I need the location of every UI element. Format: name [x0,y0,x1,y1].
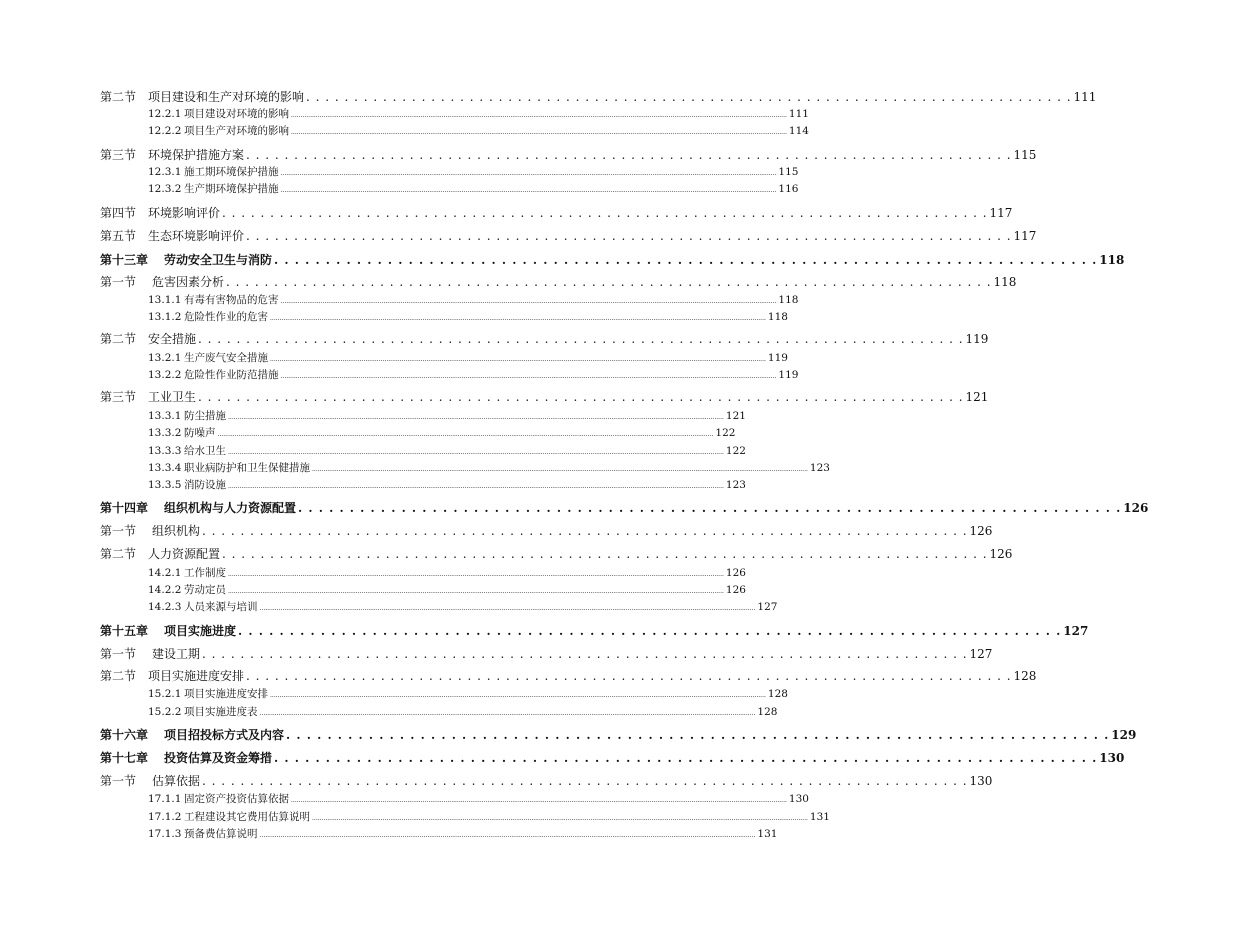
toc-entry-title [0,772,200,789]
toc-entry-title [0,204,220,221]
toc-entry-label: 17.1.2 [148,811,182,823]
dot-leader: .................................................................................................................................................................................................................................................................... [259,605,756,612]
toc-entry-title [0,227,244,244]
toc-page-number: 130 [788,793,809,805]
dot-leader: . . . . . . . . . . . . . . . . . . . . . . . . . . . . . . . . . . . . . . . . . . . . . . . . . . . . . . . . . . . . . . . . . . . . . . . . . . . . . . . . [246,148,1012,162]
toc-entry-text: 固定资产投资估算依据 [184,793,289,805]
toc-entry-text: 环境保护措施方案 [148,148,245,162]
dot-leader: .................................................................................................................................................................................................................................................................... [291,797,787,804]
toc-subsection-entry[interactable] [0,477,746,491]
toc-page-number: 119 [767,352,788,364]
dot-leader: . . . . . . . . . . . . . . . . . . . . . . . . . . . . . . . . . . . . . . . . . . . . . . . . . . . . . . . . . . . . . . . . . . . . . . . . . . . . . . . . [198,390,964,404]
toc-entry-title [0,106,289,121]
dot-leader: . . . . . . . . . . . . . . . . . . . . . . . . . . . . . . . . . . . . . . . . . . . . . . . . . . . . . . . . . . . . . . . . . . . . . . . . . . . . . . . . [246,669,1012,683]
dot-leader: .................................................................................................................................................................................................................................................................... [312,815,808,822]
toc-entry-text: 工业卫生 [148,390,197,404]
toc-page-number: 126 [989,547,1013,561]
toc-entry-title [0,273,224,290]
toc-entry-text: 项目实施进度安排 [148,669,245,683]
toc-entry-title [0,367,279,382]
toc-entry-label: 第三节 [100,148,137,162]
dot-leader: . . . . . . . . . . . . . . . . . . . . . . . . . . . . . . . . . . . . . . . . . . . . . . . . . . . . . . . . . . . . . . . . . . . . . . . . . . . . . . . . [274,751,1098,765]
toc-entry-text: 危害因素分析 [152,275,225,289]
toc-entry-label: 13.3.4 [148,462,182,474]
toc-entry-text: 建设工期 [152,647,201,661]
toc-entry-title [0,522,200,539]
toc-entry-title [0,582,226,597]
toc-entry-title [0,164,279,179]
toc-page-number: 121 [965,390,989,404]
dot-leader: .................................................................................................................................................................................................................................................................... [270,315,766,322]
toc-entry-title [0,686,268,701]
toc-page-number: 126 [969,524,993,538]
toc-page-number: 123 [725,479,746,491]
toc-subsection-entry[interactable] [0,106,809,120]
toc-chapter-entry[interactable] [0,749,1125,765]
toc-chapter-entry[interactable] [0,622,1089,638]
toc-entry-title [0,477,226,492]
toc-entry-title [0,88,304,105]
toc-entry-title [0,545,220,562]
toc-entry-text: 施工期环境保护措施 [184,166,279,178]
dot-leader: .................................................................................................................................................................................................................................................................... [228,588,724,595]
toc-entry-title [0,408,226,423]
toc-entry-label: 13.2.1 [148,352,182,364]
toc-page-number: 118 [993,275,1017,289]
toc-page-number: 128 [1013,669,1037,683]
dot-leader: .................................................................................................................................................................................................................................................................... [291,129,787,136]
toc-entry-title [0,309,268,324]
toc-entry-text: 项目实施进度表 [184,706,258,718]
toc-entry-text: 预备费估算说明 [184,828,258,840]
toc-section-entry[interactable] [0,88,1097,104]
toc-entry-title [0,645,200,662]
dot-leader: .................................................................................................................................................................................................................................................................... [280,170,777,177]
toc-entry-text: 生产期环境保护措施 [184,183,279,195]
toc-entry-title [0,599,258,614]
toc-section-entry[interactable] [0,330,989,346]
toc-subsection-entry[interactable] [0,309,788,323]
toc-subsection-entry[interactable] [0,408,746,422]
dot-leader: .................................................................................................................................................................................................................................................................... [280,373,777,380]
toc-entry-text: 项目招投标方式及内容 [164,728,285,742]
toc-entry-label: 13.1.2 [148,311,182,323]
toc-page-number: 121 [725,410,746,422]
toc-entry-title [0,726,284,743]
dot-leader: .................................................................................................................................................................................................................................................................... [270,356,766,363]
toc-page-number: 127 [757,601,778,613]
toc-entry-label: 第十六章 [100,728,149,742]
toc-entry-label: 第一节 [100,524,137,538]
toc-entry-title [0,251,272,268]
toc-entry-title [0,565,226,580]
toc-subsection-entry[interactable] [0,367,799,381]
toc-entry-title [0,123,289,138]
toc-page-number: 127 [1063,624,1089,638]
toc-entry-label: 第一节 [100,647,137,661]
toc-subsection-entry[interactable] [0,181,799,195]
toc-subsection-entry[interactable] [0,425,736,439]
toc-entry-text: 项目建设和生产对环境的影响 [148,90,305,104]
toc-page-number: 131 [757,828,778,840]
toc-page-number: 118 [778,294,799,306]
toc-page-number: 130 [1099,751,1125,765]
toc-entry-label: 14.2.1 [148,567,182,579]
dot-leader: .................................................................................................................................................................................................................................................................... [228,571,724,578]
toc-entry-label: 第二节 [100,669,137,683]
toc-entry-label: 第十三章 [100,253,149,267]
toc-page-number: 111 [788,108,809,120]
toc-section-entry[interactable] [0,273,1017,289]
toc-entry-label: 12.2.1 [148,108,182,120]
dot-leader: .................................................................................................................................................................................................................................................................... [291,112,787,119]
toc-entry-text: 组织机构与人力资源配置 [164,501,297,515]
toc-entry-text: 估算依据 [152,774,201,788]
toc-subsection-entry[interactable] [0,704,778,718]
toc-page-number: 119 [778,369,799,381]
dot-leader: .................................................................................................................................................................................................................................................................... [217,431,714,438]
toc-entry-label: 第五节 [100,229,137,243]
toc-page-number: 128 [757,706,778,718]
toc-entry-label: 17.1.1 [148,793,182,805]
toc-entry-label: 第一节 [100,275,137,289]
toc-entry-label: 13.3.3 [148,445,182,457]
toc-entry-label: 第二节 [100,332,137,346]
dot-leader: .................................................................................................................................................................................................................................................................... [312,466,808,473]
toc-page-number: 131 [809,811,830,823]
toc-entry-title [0,809,310,824]
toc-entry-title [0,460,310,475]
toc-page-number: 118 [1099,253,1125,267]
dot-leader: . . . . . . . . . . . . . . . . . . . . . . . . . . . . . . . . . . . . . . . . . . . . . . . . . . . . . . . . . . . . . . . . . . . . . . . . . . . . . . . . [202,774,968,788]
toc-entry-text: 危险性作业的危害 [184,311,268,323]
toc-subsection-entry[interactable] [0,443,746,457]
toc-entry-title [0,330,196,347]
toc-entry-text: 组织机构 [152,524,201,538]
toc-page-number: 114 [788,125,809,137]
toc-section-entry[interactable] [0,227,1037,243]
dot-leader: . . . . . . . . . . . . . . . . . . . . . . . . . . . . . . . . . . . . . . . . . . . . . . . . . . . . . . . . . . . . . . . . . . . . . . . . . . . . . . . . [202,524,968,538]
toc-entry-title [0,749,272,766]
toc-chapter-entry[interactable] [0,251,1125,267]
toc-entry-title [0,622,236,639]
toc-page-number: 115 [778,166,799,178]
toc-page-number: 119 [965,332,989,346]
toc-entry-label: 17.1.3 [148,828,182,840]
toc-entry-title [0,667,244,684]
toc-page-number: 126 [725,584,746,596]
toc-page-number: 127 [969,647,993,661]
toc-entry-label: 13.2.2 [148,369,182,381]
toc-entry-label: 12.3.1 [148,166,182,178]
toc-page-number: 123 [809,462,830,474]
toc-section-entry[interactable] [0,667,1037,683]
toc-page-number: 111 [1073,90,1097,104]
toc-chapter-entry[interactable] [0,726,1137,742]
toc-entry-title [0,181,279,196]
dot-leader: . . . . . . . . . . . . . . . . . . . . . . . . . . . . . . . . . . . . . . . . . . . . . . . . . . . . . . . . . . . . . . . . . . . . . . . . . . . . . . . . [286,728,1110,742]
toc-entry-text: 给水卫生 [184,445,226,457]
toc-entry-title [0,704,258,719]
toc-page-number: 118 [767,311,788,323]
dot-leader: . . . . . . . . . . . . . . . . . . . . . . . . . . . . . . . . . . . . . . . . . . . . . . . . . . . . . . . . . . . . . . . . . . . . . . . . . . . . . . . . [222,206,988,220]
toc-subsection-entry[interactable] [0,164,799,178]
toc-page-number: 126 [725,567,746,579]
toc-entry-label: 第二节 [100,90,137,104]
dot-leader: . . . . . . . . . . . . . . . . . . . . . . . . . . . . . . . . . . . . . . . . . . . . . . . . . . . . . . . . . . . . . . . . . . . . . . . . . . . . . . . . [298,501,1122,515]
toc-entry-text: 项目实施进度安排 [184,688,268,700]
toc-entry-text: 生态环境影响评价 [148,229,245,243]
toc-entry-label: 13.3.2 [148,427,182,439]
toc-entry-text: 消防设施 [184,479,226,491]
dot-leader: . . . . . . . . . . . . . . . . . . . . . . . . . . . . . . . . . . . . . . . . . . . . . . . . . . . . . . . . . . . . . . . . . . . . . . . . . . . . . . . . [226,275,992,289]
toc-subsection-entry[interactable] [0,292,799,306]
toc-entry-text: 防噪声 [184,427,216,439]
toc-page-number: 115 [1013,148,1037,162]
dot-leader: . . . . . . . . . . . . . . . . . . . . . . . . . . . . . . . . . . . . . . . . . . . . . . . . . . . . . . . . . . . . . . . . . . . . . . . . . . . . . . . . [246,229,1012,243]
toc-section-entry[interactable] [0,204,1013,220]
toc-entry-text: 项目建设对环境的影响 [184,108,289,120]
toc-page-number: 128 [767,688,788,700]
toc-entry-title [0,425,216,440]
toc-subsection-entry[interactable] [0,350,788,364]
toc-page-number: 122 [715,427,736,439]
dot-leader: .................................................................................................................................................................................................................................................................... [228,449,724,456]
toc-entry-label: 第十七章 [100,751,149,765]
toc-entry-text: 人员来源与培训 [184,601,258,613]
toc-page-number: 129 [1111,728,1137,742]
dot-leader: .................................................................................................................................................................................................................................................................... [228,483,724,490]
toc-entry-label: 第三节 [100,390,137,404]
toc-entry-text: 人力资源配置 [148,547,221,561]
toc-entry-label: 第二节 [100,547,137,561]
toc-entry-label: 14.2.3 [148,601,182,613]
toc-section-entry[interactable] [0,146,1037,162]
toc-subsection-entry[interactable] [0,582,746,596]
toc-entry-label: 13.3.5 [148,479,182,491]
dot-leader: .................................................................................................................................................................................................................................................................... [259,710,756,717]
toc-entry-text: 投资估算及资金筹措 [164,751,273,765]
toc-entry-text: 劳动定员 [184,584,226,596]
toc-entry-text: 危险性作业防范措施 [184,369,279,381]
dot-leader: . . . . . . . . . . . . . . . . . . . . . . . . . . . . . . . . . . . . . . . . . . . . . . . . . . . . . . . . . . . . . . . . . . . . . . . . . . . . . . . . [306,90,1072,104]
toc-entry-text: 防尘措施 [184,410,226,422]
toc-page-number: 130 [969,774,993,788]
toc-subsection-entry[interactable] [0,686,788,700]
toc-entry-label: 第十五章 [100,624,149,638]
toc-entry-text: 劳动安全卫生与消防 [164,253,273,267]
toc-page-number: 116 [778,183,799,195]
toc-section-entry[interactable] [0,545,1013,561]
toc-entry-label: 12.2.2 [148,125,182,137]
toc-entry-text: 工作制度 [184,567,226,579]
dot-leader: .................................................................................................................................................................................................................................................................... [280,187,777,194]
toc-entry-label: 13.1.1 [148,294,182,306]
dot-leader: .................................................................................................................................................................................................................................................................... [259,832,756,839]
toc-entry-label: 14.2.2 [148,584,182,596]
toc-subsection-entry[interactable] [0,791,809,805]
toc-entry-title [0,826,258,841]
toc-entry-text: 项目生产对环境的影响 [184,125,289,137]
toc-entry-title [0,791,289,806]
toc-section-entry[interactable] [0,772,993,788]
toc-entry-label: 第十四章 [100,501,149,515]
toc-entry-title [0,388,196,405]
toc-entry-label: 12.3.2 [148,183,182,195]
toc-entry-label: 15.2.2 [148,706,182,718]
dot-leader: . . . . . . . . . . . . . . . . . . . . . . . . . . . . . . . . . . . . . . . . . . . . . . . . . . . . . . . . . . . . . . . . . . . . . . . . . . . . . . . . [238,624,1062,638]
toc-entry-title [0,292,279,307]
toc-entry-title [0,443,226,458]
toc-page-number: 117 [1013,229,1037,243]
toc-section-entry[interactable] [0,522,993,538]
toc-entry-text: 项目实施进度 [164,624,237,638]
toc-entry-text: 环境影响评价 [148,206,221,220]
dot-leader: .................................................................................................................................................................................................................................................................... [228,414,724,421]
toc-entry-title [0,146,244,163]
toc-page-number: 126 [1123,501,1149,515]
toc-subsection-entry[interactable] [0,826,778,840]
toc-entry-label: 15.2.1 [148,688,182,700]
toc-section-entry[interactable] [0,388,989,404]
toc-entry-text: 工程建设其它费用估算说明 [184,811,310,823]
toc-entry-title [0,499,296,516]
toc-chapter-entry[interactable] [0,499,1149,515]
toc-entry-text: 安全措施 [148,332,197,346]
toc-subsection-entry[interactable] [0,565,746,579]
toc-subsection-entry[interactable] [0,460,830,474]
dot-leader: . . . . . . . . . . . . . . . . . . . . . . . . . . . . . . . . . . . . . . . . . . . . . . . . . . . . . . . . . . . . . . . . . . . . . . . . . . . . . . . . [202,647,968,661]
toc-page-number: 117 [989,206,1013,220]
toc-subsection-entry[interactable] [0,123,809,137]
toc-entry-title [0,350,268,365]
toc-entry-text: 职业病防护和卫生保健措施 [184,462,310,474]
dot-leader: . . . . . . . . . . . . . . . . . . . . . . . . . . . . . . . . . . . . . . . . . . . . . . . . . . . . . . . . . . . . . . . . . . . . . . . . . . . . . . . . [274,253,1098,267]
toc-page-number: 122 [725,445,746,457]
dot-leader: .................................................................................................................................................................................................................................................................... [270,692,766,699]
toc-entry-label: 第四节 [100,206,137,220]
dot-leader: .................................................................................................................................................................................................................................................................... [280,298,777,305]
toc-section-entry[interactable] [0,645,993,661]
dot-leader: . . . . . . . . . . . . . . . . . . . . . . . . . . . . . . . . . . . . . . . . . . . . . . . . . . . . . . . . . . . . . . . . . . . . . . . . . . . . . . . . [222,547,988,561]
toc-subsection-entry[interactable] [0,809,830,823]
toc-entry-label: 13.3.1 [148,410,182,422]
toc-subsection-entry[interactable] [0,599,778,613]
dot-leader: . . . . . . . . . . . . . . . . . . . . . . . . . . . . . . . . . . . . . . . . . . . . . . . . . . . . . . . . . . . . . . . . . . . . . . . . . . . . . . . . [198,332,964,346]
toc-entry-text: 生产废气安全措施 [184,352,268,364]
toc-entry-text: 有毒有害物品的危害 [184,294,279,306]
toc-entry-label: 第一节 [100,774,137,788]
